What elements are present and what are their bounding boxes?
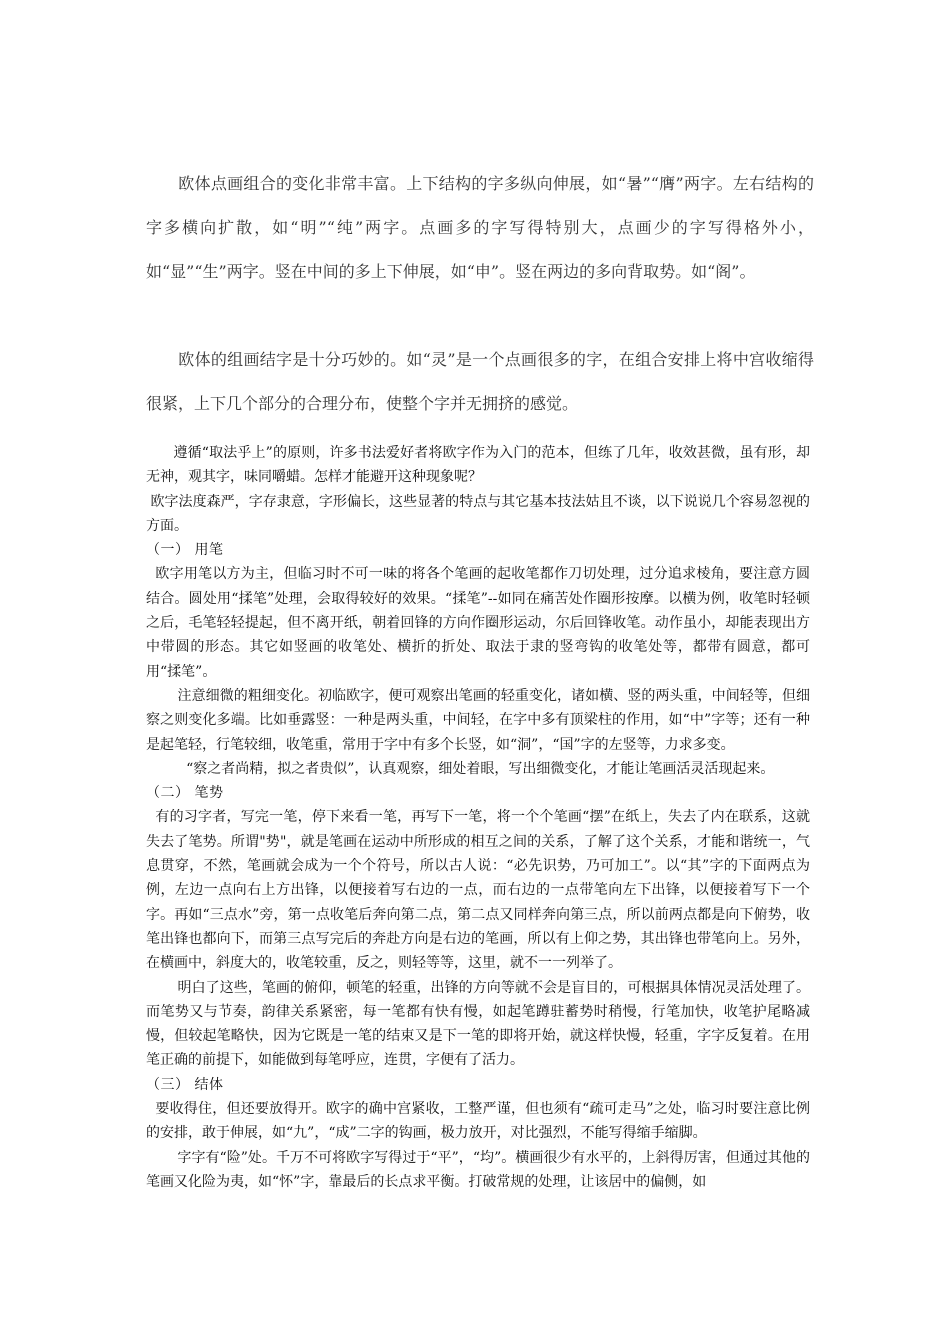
body-paragraph: 要收得住，但还要放得开。欧字的确中宫紧收，工整严谨，但也须有“疏可走马”之处，临习时要注意比例的安排，敢于伸展，如“九”，“成”二字的钩画，极力放开，对比强烈，不能写得缩手缩脚。: [146, 1101, 811, 1142]
intro-paragraph-2-text: 欧体的组画结字是十分巧妙的。如“灵”是一个点画很多的字，在组合安排上将中宫收缩得很紧，上下几个部分的合理分布，使整个字并无拥挤的感觉。: [146, 350, 814, 413]
section-heading-structure: （三） 结体: [146, 1076, 224, 1093]
section-heading-brushwork: （一） 用笔: [146, 542, 224, 559]
body-paragraph: 遵循“取法乎上”的原则，许多书法爱好者将欧字作为入门的范本，但练了几年，收效甚微，虽有形，却无神，观其字，味同嚼蜡。怎样才能避开这种现象呢？: [146, 445, 811, 486]
body-paragraph: 明白了这些，笔画的俯仰，顿笔的轻重，出锋的方向等就不会是盲目的，可根据具体情况灵活处理了。而笔势又与节奏，韵律关系紧密，每一笔都有快有慢，如起笔蹲驻蓄势时稍慢，行笔加快，收笔护尾略减慢，但较起笔略快，因为它既是一笔的结束又是下一笔的即将开始，就这样快慢，轻重，字字反复着。在用笔正确的前提下，如能做到每笔呼应，连贯，字便有了活力。: [146, 979, 810, 1069]
body-paragraph: 有的习字者，写完一笔，停下来看一笔，再写下一笔，将一个个笔画“摆”在纸上，失去了内在联系，这就失去了笔势。所谓"势"，就是笔画在运动中所形成的相互之间的关系，了解了这个关系，才能和谐统一，气息贯穿，不然，笔画就会成为一个个符号，所以古人说：“必先识势，乃可加工”。以“其”字的下面两点为例，左边一点向右上方出锋，以便接着写右边的一点，而右边的一点带笔向左下出锋，以便接着写下一个字。再如“三点水”旁，第一点收笔后奔向第二点，第二点又同样奔向第三点，所以前两点都是向下俯势，收笔出锋也都向下，而第三点写完后的奔赴方向是右边的笔画，所以有上仰之势，其出锋也带笔向上。另外，在横画中，斜度大的，收笔较重，反之，则轻等等，这里，就不一一列举了。: [146, 809, 811, 972]
body-paragraph: 注意细微的粗细变化。初临欧字，便可观察出笔画的轻重变化，诸如横、竖的两头重，中间轻等，但细察之则变化多端。比如垂露竖：一种是两头重，中间轻，在字中多有顶梁柱的作用，如“中”字等；还有一种是起笔轻，行笔较细，收笔重，常用于字中有多个长竖，如“洞”，“国”字的左竖等，力求多变。: [146, 687, 810, 753]
intro-paragraph-2: [146, 338, 814, 426]
intro-paragraph-1: [146, 162, 814, 294]
article-body: [146, 441, 810, 1194]
body-paragraph: 字字有“险”处。千万不可将欧字写得过于“平”，“均”。横画很少有水平的，上斜得厉害，但通过其他的笔画又化险为夷，如“怀”字，靠最后的长点求平衡。打破常规的处理，让该居中的偏侧，如: [146, 1149, 810, 1190]
body-paragraph: “察之者尚精，拟之者贵似”，认真观察，细处着眼，写出细微变化，才能让笔画活灵活现起来。: [146, 760, 775, 777]
body-paragraph: 欧字法度森严，字存隶意，字形偏长，这些显著的特点与其它基本技法姑且不谈，以下说说几个容易忽视的方面。: [146, 493, 810, 534]
body-paragraph: 欧字用笔以方为主，但临习时不可一味的将各个笔画的起收笔都作刀切处理，过分追求棱角，要注意方圆结合。圆处用“揉笔”处理，会取得较好的效果。“揉笔”--如同在痛苦处作圈形按摩。以横为例，收笔时轻顿之后，毛笔轻轻提起，但不离开纸，朝着回锋的方向作圈形运动，尔后回锋收笔。动作虽小，却能表现出方中带圆的形态。其它如竖画的收笔处、横折的折处、取法于隶的竖弯钩的收笔处等，都带有圆意，都可用“揉笔”。: [146, 566, 810, 680]
intro-paragraph-1-text: 欧体点画组合的变化非常丰富。上下结构的字多纵向伸展，如“暑”“膺”两字。左右结构的字多横向扩散，如“明”“纯”两字。点画多的字写得特别大，点画少的字写得格外小，如“显”“生”两字。竖在中间的多上下伸展，如“申”。竖在两边的多向背取势。如“阁”。: [146, 174, 814, 281]
section-heading-momentum: （二） 笔势: [146, 785, 224, 802]
